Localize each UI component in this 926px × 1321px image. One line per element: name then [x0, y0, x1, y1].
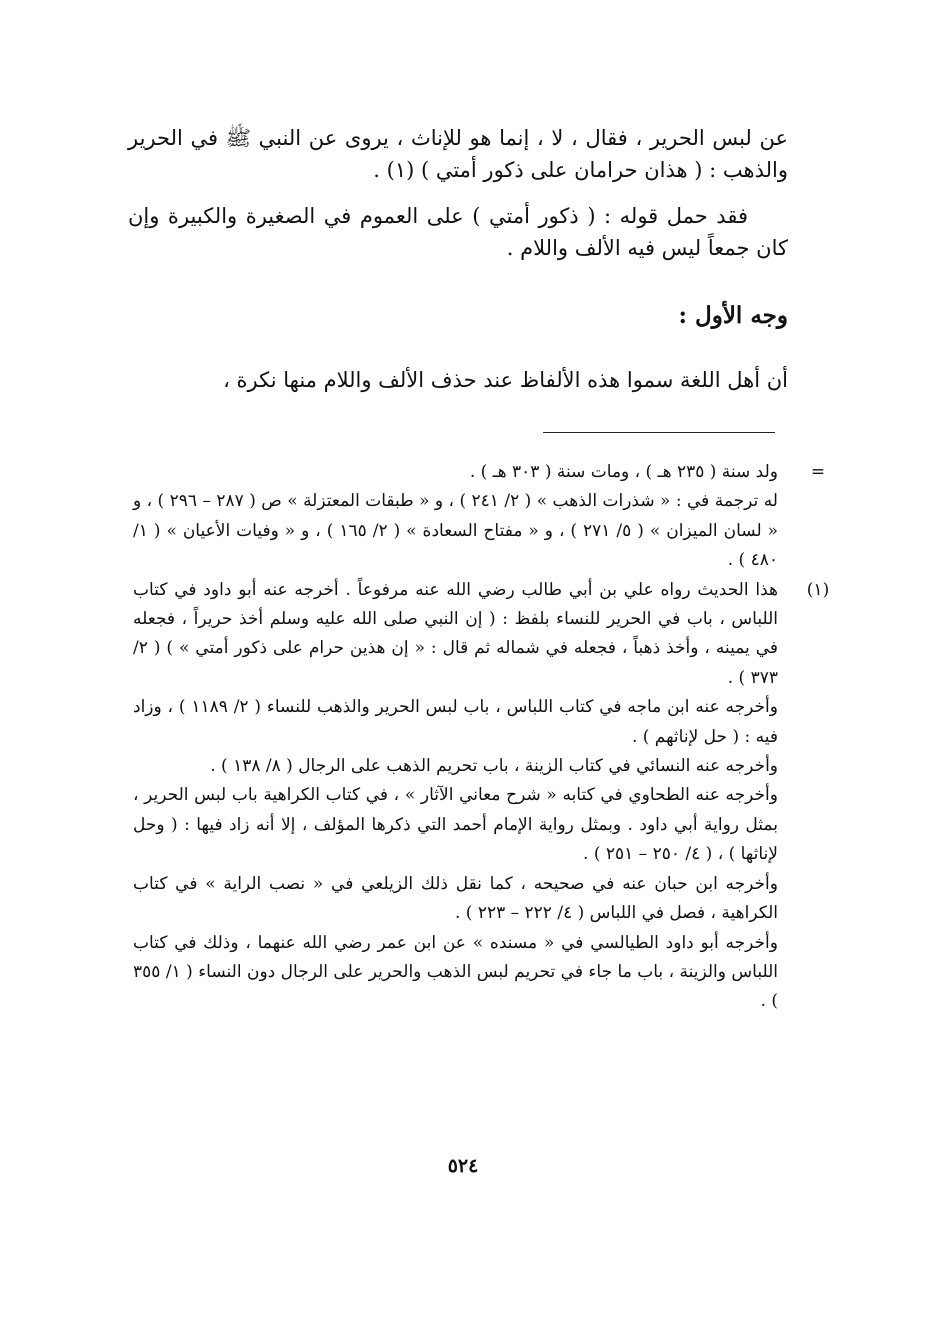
main-text — [128, 122, 788, 396]
footnote-paragraph: وأخرجه ابن حبان عنه في صحيحه ، كما نقل ذلك الزيلعي في « نصب الراية » في كتاب الكراهية ، فصل في اللباس ( ٤/ ٢٢٢ – ٢٢٣ ) . — [133, 873, 778, 924]
footnote-paragraph: وأخرجه عنه ابن ماجه في كتاب اللباس ، باب لبس الحرير والذهب للنساء ( ٢/ ١١٨٩ ) ، وزاد فيه : ( حل لإناثهم ) . — [133, 697, 778, 747]
footnote-line: ولد سنة ( ٢٣٥ هـ ) ، ومات سنة ( ٣٠٣ هـ ) . — [469, 462, 778, 482]
footnote-line: له ترجمة في : « شذرات الذهب » ( ٢/ ٢٤١ ) ، و « طبقات المعتزلة » ص ( ٢٨٧ – ٢٩٦ ) ، و « لسان الميزان » ( ٥/ ٢٧١ ) ، و « مفتاح السعادة » ( ٢/ ١٦٥ ) ، و « وفيات الأعيان » ( ١/ ٤٨٠ ) . — [133, 491, 778, 571]
footnote-paragraph: وأخرجه عنه النسائي في كتاب الزينة ، باب تحريم الذهب على الرجال ( ٨/ ١٣٨ ) . — [210, 756, 778, 777]
footnote-paragraph: وأخرجه عنه الطحاوي في كتابه « شرح معاني الآثار » ، في كتاب الكراهية باب لبس الحرير ، بمثل رواية أبي داود . وبمثل رواية الإمام أحمد التي ذكرها المؤلف ، إلا أنه زاد فيها : ( وحل لإناثها ) ، ( ٤/ ٢٥٠ – ٢٥١ ) . — [133, 785, 778, 865]
footnote-divider — [543, 432, 775, 433]
footnotes — [133, 458, 830, 1017]
footnote-marker: (١) — [806, 579, 830, 600]
main-paragraph: فقد حمل قوله : ( ذكور أمتي ) على العموم في الصغيرة والكبيرة وإن كان جمعاً ليس فيه الألف واللام . — [128, 204, 788, 260]
footnote-continuation — [133, 458, 826, 576]
page-number: ٥٢٤ — [447, 1155, 479, 1177]
main-paragraph: عن لبس الحرير ، فقال ، لا ، إنما هو للإناث ، يروى عن النبي ﷺ في الحرير والذهب : ( هذان حرامان على ذكور أمتي ) (١) . — [128, 126, 788, 182]
footnote-paragraph: وأخرجه أبو داود الطيالسي في « مسنده » عن ابن عمر رضي الله عنهما ، وذلك في كتاب اللباس والزينة ، باب ما جاء في تحريم لبس الذهب والحرير على الرجال دون النساء ( ١/ ٣٥٥ ) . — [133, 932, 778, 1012]
footnote-paragraph: هذا الحديث رواه علي بن أبي طالب رضي الله عنه مرفوعاً . أخرجه عنه أبو داود في كتاب اللباس ، باب في الحرير للنساء بلفظ : ( إن النبي صلى الله عليه وسلم أخذ حريراً ، فجعله في يمينه ، وأخذ ذهباً ، فجعله في شماله ثم قال : « إن هذين حرام على ذكور أمتي » ) ( ٢/ ٣٧٣ ) . — [133, 579, 778, 688]
section-heading: وجه الأول : — [678, 302, 788, 329]
footnote-1 — [133, 576, 830, 1017]
continuation-marker: = — [810, 462, 826, 482]
main-paragraph: أن أهل اللغة سموا هذه الألفاظ عند حذف الألف واللام منها نكرة ، — [223, 368, 788, 392]
